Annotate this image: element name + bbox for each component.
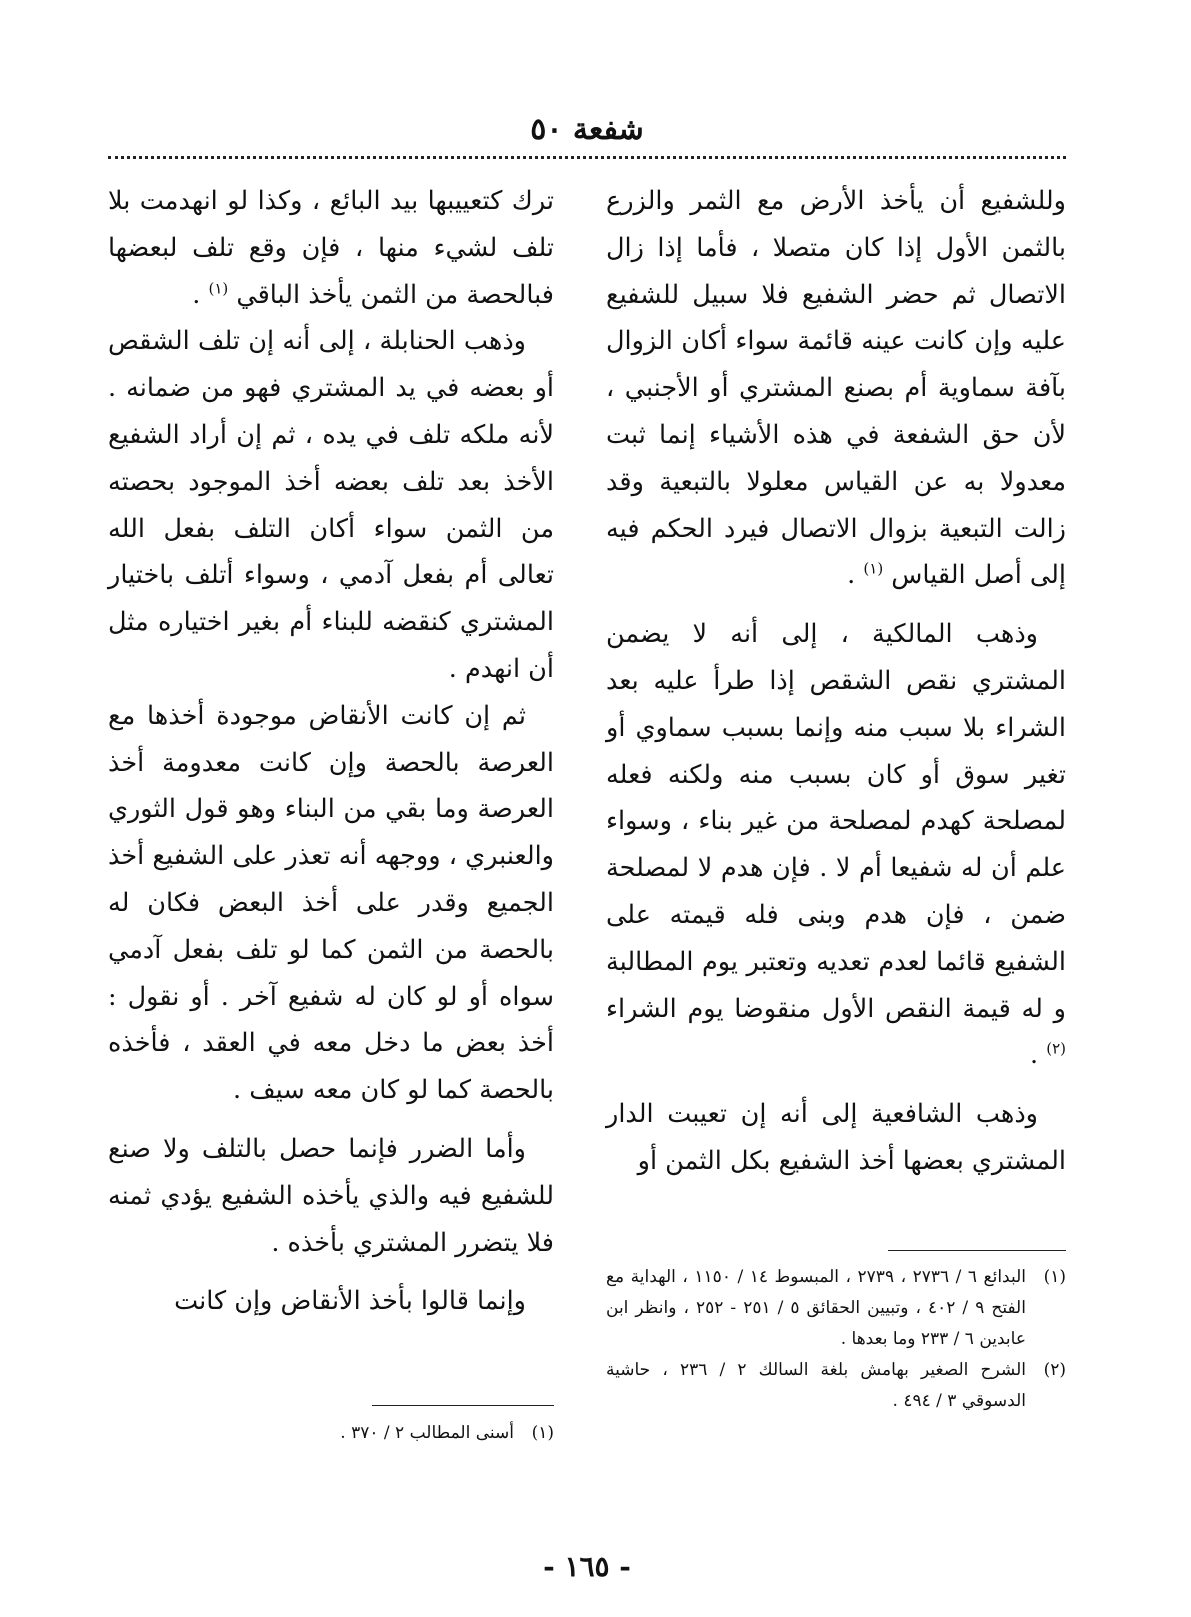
footnote-number: (١) <box>1043 1267 1066 1287</box>
paragraph-text: وللشفيع أن يأخذ الأرض مع الثمر والزرع بالثمن الأول إذا كان متصلا ، فأما إذا زال الاتصال ثم حضر الشفيع فلا سبيل للشفيع عليه وإن كانت عينه قائمة سواء أكان الزوال بآفة سماوية أم بصنع المشتري أو الأجنبي ، لأن حق الشفعة في هذه الأشياء إنما ثبت معدولا به عن القياس معلولا بالتبعية وقد زالت التبعية بزوال الاتصال فيرد الحكم فيه إلى أصل القياس <box>606 186 1066 591</box>
footnote-text: البدائع ٦ / ٢٧٣٦ ، ٢٧٣٩ ، المبسوط ١٤ / ١١٥٠ ، الهداية مع الفتح ٩ / ٤٠٢ ، وتبيين الحقائق ٥ / ٢٥١ - ٢٥٢ ، وانظر ابن عابدين ٦ / ٢٣٣ وما بعدها . <box>606 1267 1027 1349</box>
paragraph <box>606 611 1066 1079</box>
footnote-text: الشرح الصغير بهامش بلغة السالك ٢ / ٢٣٦ ، حاشية الدسوقي ٣ / ٤٩٤ . <box>606 1360 1026 1411</box>
footnote-ref: (١) <box>863 559 884 578</box>
footnote <box>108 1418 554 1449</box>
paragraph-end: . <box>1030 1040 1047 1071</box>
footnote-number: (١) <box>531 1423 554 1443</box>
footnotes-left <box>108 1418 554 1449</box>
paragraph-text: ترك كتعييبها بيد البائع ، وكذا لو انهدمت بلا تلف لشيء منها ، فإن وقع تلف لبعضها فبالحصة من الثمن يأخذ الباقي <box>108 186 554 310</box>
paragraph-text: وأما الضرر فإنما حصل بالتلف ولا صنع للشفيع فيه والذي يأخذه الشفيع يؤدي ثمنه فلا يتضرر المشتري بأخذه . <box>108 1133 554 1258</box>
paragraph <box>108 693 554 1114</box>
paragraph <box>108 1126 554 1266</box>
footnote-number: (٢) <box>1043 1360 1066 1380</box>
footnote-rule-right <box>888 1250 1066 1251</box>
paragraph <box>108 1278 554 1325</box>
paragraph-text: وذهب المالكية ، إلى أنه لا يضمن المشتري نقص الشقص إذا طرأ عليه بعد الشراء بلا سبب منه وإنما بسبب سماوي أو تغير سوق أو كان بسبب منه ولكنه فعله لمصلحة كهدم لمصلحة من غير بناء ، وسواء علم أن له شفيعا أم لا . فإن هدم لا لمصلحة ضمن ، فإن هدم وبنى فله قيمته على الشفيع قائما لعدم تعديه وتعتبر يوم المطالبة و له قيمة النقص الأول منقوضا يوم الشراء <box>606 619 1066 1024</box>
right-column <box>606 178 1066 1185</box>
paragraph <box>606 1091 1066 1185</box>
paragraph <box>108 178 554 318</box>
page-number: - ١٦٥ - <box>543 1550 631 1583</box>
paragraph-text: وإنما قالوا بأخذ الأنقاض وإن كانت <box>174 1286 526 1317</box>
paragraph-end: . <box>847 560 864 591</box>
footnote <box>606 1262 1066 1355</box>
footnote-rule-left <box>372 1405 554 1406</box>
footnote-ref: (٢) <box>1046 1039 1066 1058</box>
paragraph-end: . <box>192 279 209 310</box>
footnote-ref: (١) <box>208 279 229 298</box>
paragraph-text: وذهب الشافعية إلى أنه إن تعيبت الدار المشتري بعضها أخذ الشفيع بكل الثمن أو <box>606 1099 1066 1176</box>
footnote-text: أسنى المطالب ٢ / ٣٧٠ . <box>340 1423 514 1443</box>
footnote <box>606 1355 1066 1417</box>
left-column <box>108 178 554 1325</box>
paragraph-text: وذهب الحنابلة ، إلى أنه إن تلف الشقص أو بعضه في يد المشتري فهو من ضمانه . لأنه ملكه تلف في يده ، ثم إن أراد الشفيع الأخذ بعد تلف بعضه أخذ الموجود بحصته من الثمن سواء أكان التلف بفعل الله تعالى أم بفعل آدمي ، وسواء أتلف باختيار المشتري كنقضه للبناء أم بغير اختياره مثل أن انهدم . <box>108 326 554 684</box>
paragraph-text: ثم إن كانت الأنقاض موجودة أخذها مع العرصة بالحصة وإن كانت معدومة أخذ العرصة وما بقي من البناء وهو قول الثوري والعنبري ، ووجهه أنه تعذر على الشفيع أخذ الجميع وقدر على أخذ البعض فكان له بالحصة من الثمن كما لو تلف بفعل آدمي سواه أو لو كان له شفيع آخر . أو نقول : أخذ بعض ما دخل معه في العقد ، فأخذه بالحصة كما لو كان معه سيف . <box>108 700 554 1106</box>
footnotes-right <box>606 1262 1066 1417</box>
paragraph <box>606 178 1066 599</box>
header-dotted-rule <box>108 156 1066 159</box>
page-header: شفعة ٥٠ <box>530 112 644 147</box>
paragraph <box>108 318 554 692</box>
